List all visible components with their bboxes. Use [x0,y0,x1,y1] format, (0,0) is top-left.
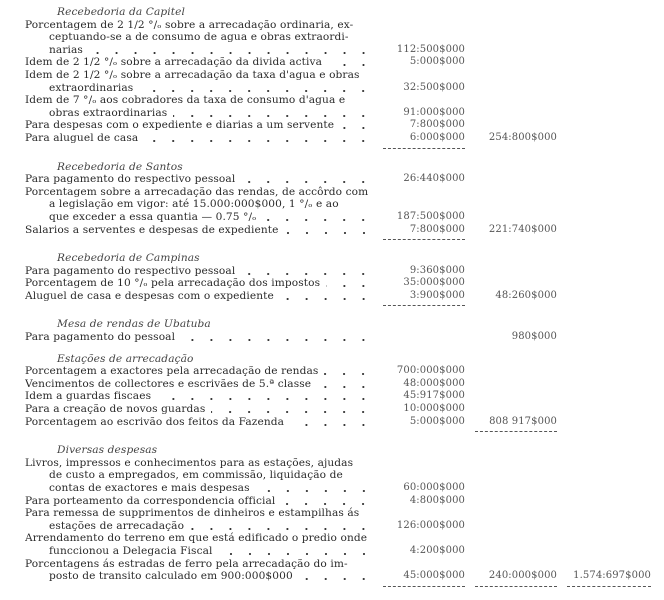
spacer [557,302,651,309]
description-line [25,198,373,211]
spacer [465,302,557,309]
dot-leader [324,365,373,378]
spacer [25,302,373,309]
line-text: Idem de 2 1/2 °/ₒ sobre a arrecadação da taxa d'agua e obras [25,68,360,81]
budget-row [25,224,655,237]
budget-row [25,331,655,344]
line-text: Porcentagem a exactores pela arrecadação de rendas [25,365,319,378]
line-text: Arrendamento do terreno em que está edificado o predio onde [25,532,368,545]
line-text: Livros, impressos e conhecimentos para as estações, ajudas [25,456,354,469]
budget-row [25,532,655,557]
row-description [25,331,373,344]
row-description [25,290,373,303]
description-line [25,520,373,533]
line-text: Para pagamento do pessoal [25,331,176,344]
budget-section [25,252,655,309]
line-text: contas de exactores e mais despesas [49,482,250,494]
line-text: Para pagamento do respectivo pessoal [25,264,236,277]
line-text: Porcentagem ao escrivão dos feitos da Fazenda [25,415,285,428]
dot-leader [241,173,373,186]
item-amount: 10:000$000 [403,403,465,415]
budget-section [25,318,655,343]
dot-leader [299,570,373,583]
line-text: Vencimentos de collectores e escrivães de 5.ª classe [25,377,312,390]
line-text: Porcentagem de 2 1/2 °/ₒ sobre a arrecadação ordinaria, ex- [25,18,354,31]
section-title: Recebedoria da Capitel [57,6,185,18]
spacer [25,428,373,435]
spacer [557,145,651,152]
line-text: funccionou a Delegacia Fiscal [49,544,213,557]
description-line [25,469,373,482]
line-text: Salarios a serventes e despesas de expediente [25,223,279,236]
description-line [25,378,373,391]
budget-row [25,416,655,429]
dot-leader [219,545,373,558]
row-description [25,378,373,391]
line-text: Para remessa de supprimentos de dinheiros e estampilhas ás [25,507,360,520]
description-line [25,82,373,95]
row-description [25,173,373,186]
budget-row [25,119,655,132]
dot-leader [173,107,373,120]
item-total: 1.574:697$000 [573,570,651,582]
budget-row [25,56,655,69]
line-text: obras extraordinarias [49,106,168,119]
sum-rule [475,431,557,435]
item-amount: 91:000$000 [403,106,465,118]
document-page [25,6,655,599]
row-description [25,507,373,532]
sum-rule [383,148,465,152]
description-line [25,173,373,186]
item-amount: 48:000$000 [403,377,465,389]
line-text: Porcentagem sobre a arrecadação das rendas, de accôrdo com [25,185,369,198]
line-text: Porcentagem de 10 °/ₒ pela arrecadação dos impostos [25,277,321,290]
line-text: Para despesas com o expediente e diarias a um servente [25,119,335,132]
item-amount: 700:000$000 [396,365,465,377]
row-description [25,277,373,290]
line-text: que exceder a essa quantia — 0.75 °/ₒ [49,210,257,223]
row-description [25,532,373,557]
line-text: Idem de 7 °/ₒ aos cobradores da taxa de consumo d'agua e [25,94,346,107]
budget-row [25,94,655,119]
item-amount: 35:000$000 [403,277,465,289]
description-line [25,390,373,403]
description-line [25,186,373,199]
line-text: de custo a empregados, em commissão, liquidação de [49,469,343,482]
item-amount: 9:360$000 [409,264,465,276]
dot-leader [262,211,373,224]
row-description [25,403,373,416]
budget-row [25,457,655,495]
item-amount: 60:000$000 [403,482,465,493]
description-line [25,403,373,416]
description-line [25,277,373,290]
description-line [25,482,373,495]
budget-row [25,132,655,145]
dot-leader [211,403,373,416]
sum-rules [25,583,655,590]
description-line [25,545,373,558]
description-line [25,507,373,520]
item-amount: 45:000$000 [403,570,465,582]
row-description [25,495,373,508]
budget-row [25,378,655,391]
description-line [25,558,373,571]
sum-rule [383,305,465,309]
description-line [25,211,373,224]
budget-section [25,161,655,244]
dot-leader [328,56,373,69]
item-amount: 26:440$000 [403,173,465,185]
row-description [25,69,373,94]
item-amount: 32:500$000 [403,81,465,93]
dot-leader [181,331,373,344]
budget-row [25,390,655,403]
budget-row [25,19,655,57]
description-line [25,69,373,82]
row-description [25,265,373,278]
description-line [25,94,373,107]
row-description [25,457,373,495]
item-amount: 5:000$000 [409,415,465,427]
budget-row [25,290,655,303]
item-amount: 4:200$000 [409,544,465,556]
budget-section [25,444,655,590]
dot-leader [290,416,373,429]
description-line [25,495,373,508]
section-title: Diversas despesas [57,444,158,457]
spacer [465,145,557,152]
line-text: estações de arrecadação [49,519,185,532]
item-subtotal: 48:260$000 [495,289,557,301]
description-line [25,290,373,303]
line-text: Para aluguel de casa [25,131,139,144]
row-description [25,416,373,429]
budget-row [25,265,655,278]
item-amount: 4:800$000 [409,494,465,506]
spacer [373,428,465,435]
line-text: Para porteamento da correspondencia official [25,494,276,507]
row-description [25,365,373,378]
item-amount: 7:800$000 [409,119,465,131]
description-line [25,365,373,378]
line-text: Porcentagens ás estradas de ferro pela arrecadação do im- [25,557,348,570]
description-line [25,457,373,470]
spacer [557,428,651,435]
description-line [25,265,373,278]
line-text: Idem de 2 1/2 °/ₒ sobre a arrecadação da divida activa [25,56,323,69]
item-subtotal: 980$000 [511,331,557,343]
row-description [25,390,373,403]
row-description [25,119,373,132]
sum-rules [25,236,655,243]
item-subtotal: 808 917$000 [489,415,557,427]
budget-row [25,277,655,290]
spacer [25,236,373,243]
description-line [25,107,373,120]
description-line [25,331,373,344]
spacer [25,145,373,152]
dot-leader [326,277,373,290]
dot-leader [144,132,373,145]
budget-row [25,365,655,378]
description-line [25,570,373,583]
line-text: Para a creação de novos guardas [25,403,206,416]
line-text: Aluguel de casa e despesas com o expediente [25,289,274,302]
sum-rules [25,145,655,152]
budget-row [25,507,655,532]
budget-row [25,495,655,508]
dot-leader [256,482,373,495]
sum-rule [567,586,651,590]
dot-leader [89,44,373,57]
section-title: Recebedoria de Campinas [57,252,200,265]
description-line [25,56,373,69]
description-line [25,119,373,132]
line-text: Para pagamento do respectivo pessoal [25,173,236,186]
dot-leader [340,119,373,132]
sum-rules [25,302,655,309]
row-description [25,224,373,237]
line-text: a legislação em vigor: até 15.000:000$000, 1 °/ₒ e ao [49,198,339,211]
item-amount: 126:000$000 [396,519,465,531]
spacer [557,236,651,243]
sum-rules [25,428,655,435]
dot-leader [241,265,373,278]
dot-leader [317,378,373,391]
section-title: Estações de arrecadação [57,352,194,365]
row-description [25,132,373,145]
item-amount: 112:500$000 [396,43,465,55]
budget-row [25,558,655,583]
budget-row [25,69,655,94]
item-amount: 45:917$000 [403,390,465,402]
line-text: posto de transito calculado em 900:000$000 [49,570,293,583]
description-line [25,19,373,32]
sum-rule [475,586,557,590]
section-title: Recebedoria de Santos [57,160,183,173]
row-description [25,19,373,57]
line-text: Idem a guardas fiscaes [25,390,152,403]
item-amount: 3:900$000 [409,289,465,301]
row-description [25,94,373,119]
row-description [25,558,373,583]
dot-leader [190,520,373,533]
description-line [25,224,373,237]
dot-leader [280,290,373,303]
item-amount: 187:500$000 [396,210,465,222]
line-text: extraordinarias [49,81,134,94]
spacer [25,583,373,590]
description-line [25,31,373,44]
budget-section [25,353,655,436]
line-text: ceptuando-se a de consumo de agua e obras extraordi- [49,31,349,44]
description-line [25,132,373,145]
item-amount: 5:000$000 [409,56,465,68]
item-amount: 6:000$000 [409,131,465,143]
row-description [25,186,373,224]
sum-rule [383,239,465,243]
dot-leader [281,495,373,508]
budget-row [25,173,655,186]
budget-row [25,186,655,224]
description-line [25,532,373,545]
item-subtotal: 221:740$000 [488,223,557,235]
line-text: narias [49,43,83,56]
dot-leader [157,390,373,403]
row-description [25,56,373,69]
description-line [25,416,373,429]
budget-section [25,6,655,152]
budget-row [25,403,655,416]
sum-rule [383,586,465,590]
description-line [25,44,373,57]
item-subtotal: 254:800$000 [488,131,557,143]
spacer [465,236,557,243]
dot-leader [285,224,373,237]
item-subtotal: 240:000$000 [488,570,557,582]
item-amount: 7:800$000 [409,223,465,235]
section-title: Mesa de rendas de Ubatuba [57,318,211,331]
dot-leader [139,82,373,95]
